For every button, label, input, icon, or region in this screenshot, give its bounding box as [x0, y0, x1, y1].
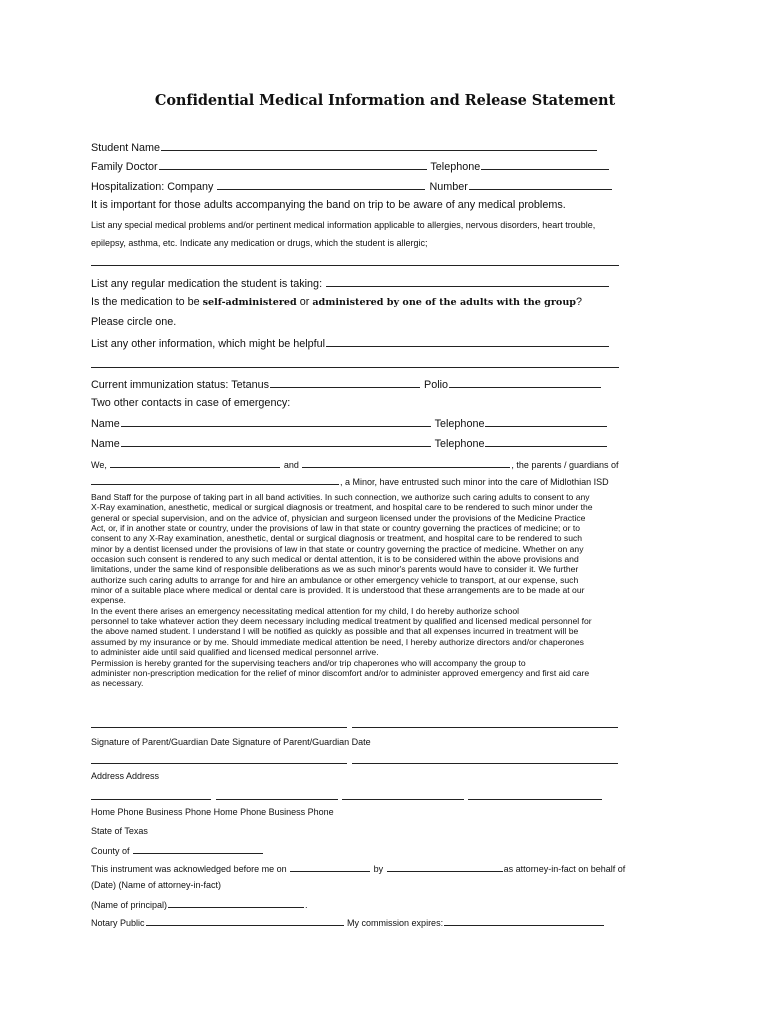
contact-1-name-label: Name — [91, 418, 120, 430]
regular-medication-row — [91, 276, 610, 291]
release-paragraph-line: assumed by my insurance or by me. Should immediate medical attention be need, I hereby authorize directors and/or chaperones — [91, 636, 584, 647]
release-paragraph-line: In the event there arises an emergency necessitating medical attention for my child, I do hereby authorize school — [91, 605, 520, 616]
by-label: by — [373, 864, 384, 874]
release-paragraph — [91, 492, 686, 689]
polio-field[interactable] — [449, 377, 601, 388]
release-paragraph-line: general or special supervision, and on the advice of, physician and surgeon licensed under the provisions of the Medicine Practice — [91, 512, 586, 523]
release-paragraph-line: minor by a dentist licensed under the provisions of law in that state or country governing the practice of medicine. Whether on any — [91, 543, 584, 554]
we-label: We, — [91, 460, 107, 470]
student-name-field[interactable] — [161, 140, 597, 151]
question-start: Is the medication to be — [91, 296, 203, 308]
state-label: State of Texas — [91, 826, 148, 836]
principal-row — [91, 897, 308, 912]
principal-label: (Name of principal) — [91, 900, 168, 910]
date-name-labels: (Date) (Name of attorney-in-fact) — [91, 880, 222, 890]
notary-public-label: Notary Public — [91, 918, 145, 928]
release-paragraph-line: personnel to take whatever action they deem necessary including medical treatment by qualified and licensed medical personnel for — [91, 616, 592, 627]
tetanus-label: Current immunization status: Tetanus — [91, 379, 270, 391]
release-paragraph-line: the above named student. I understand I will be notified as quickly as possible and that all expenses incurred in treatment will be — [91, 626, 579, 637]
address-labels: Address Address — [91, 771, 160, 781]
parent-signature-1-field[interactable] — [91, 727, 347, 728]
contact-2-name-label: Name — [91, 438, 120, 450]
attorney-behalf-label: as attorney-in-fact on behalf of — [503, 864, 626, 874]
special-problems-line-1: List any special medical problems and/or pertinent medical information applicable to allergies, nervous disorders, heart trouble, — [91, 220, 596, 230]
release-paragraph-line: administer non-prescription medication for the relief of minor discomfort and/or to administer approved emergency and first aid care — [91, 667, 590, 678]
acknowledged-row — [91, 861, 625, 876]
doctor-telephone-field[interactable] — [481, 159, 609, 170]
minor-entrusted-label: , a Minor, have entrusted such minor into the care of Midlothian ISD — [340, 477, 609, 487]
phone-labels: Home Phone Business Phone Home Phone Business Phone — [91, 807, 334, 817]
contact-2-name-field[interactable] — [121, 436, 431, 447]
parent-signature-2-field[interactable] — [352, 727, 618, 728]
acknowledged-label: This instrument was acknowledged before me on — [91, 864, 287, 874]
principal-field[interactable] — [168, 897, 304, 908]
county-label: County of — [91, 846, 130, 856]
release-paragraph-line: expense. — [91, 595, 126, 606]
regular-medication-label: List any regular medication the student is taking: — [91, 278, 323, 290]
guardians-row — [91, 457, 619, 472]
number-label: Number — [429, 181, 468, 193]
important-note: It is important for those adults accompanying the band on trip to be aware of any medical problems. — [91, 199, 566, 211]
other-info-label: List any other information, which might be helpful — [91, 338, 326, 350]
special-problems-line-2: epilepsy, asthma, etc. Indicate any medication or drugs, which the student is allergic; — [91, 238, 428, 248]
release-paragraph-line: limitations, under the same kind of responsible deliberations as we as such minor's parents would have to consider it. We further — [91, 564, 579, 575]
special-problems-field[interactable] — [91, 265, 619, 266]
release-paragraph-line: Permission is hereby granted for the supervising teachers and/or trip chaperones who will accompany the group to — [91, 657, 526, 668]
question-mark: ? — [576, 296, 583, 308]
regular-medication-field[interactable] — [326, 276, 609, 287]
signature-labels: Signature of Parent/Guardian Date Signature of Parent/Guardian Date — [91, 737, 371, 747]
other-info-extra-field[interactable] — [91, 367, 619, 368]
contact-1-telephone-label: Telephone — [434, 418, 485, 430]
home-phone-1-field[interactable] — [91, 799, 211, 800]
other-info-row — [91, 336, 610, 351]
self-administer-question — [91, 296, 582, 309]
contact-1-name-field[interactable] — [121, 416, 431, 427]
commission-label: My commission expires: — [347, 918, 444, 928]
notary-row — [91, 915, 605, 930]
address-1-field[interactable] — [91, 763, 347, 764]
business-phone-1-field[interactable] — [216, 799, 338, 800]
contact-1-row — [91, 416, 608, 431]
release-paragraph-line: X-Ray examination, anesthetic, medical or surgical diagnosis or treatment, and hospital care to be rendered to such minor under the — [91, 502, 593, 513]
please-circle-note: Please circle one. — [91, 316, 177, 328]
parents-guardians-label: , the parents / guardians of — [511, 460, 619, 470]
business-phone-2-field[interactable] — [468, 799, 602, 800]
guardian-1-field[interactable] — [110, 457, 280, 468]
hospitalization-row — [91, 179, 613, 194]
family-doctor-field[interactable] — [159, 159, 427, 170]
hospitalization-company-field[interactable] — [217, 179, 425, 190]
contact-1-telephone-field[interactable] — [485, 416, 607, 427]
release-paragraph-line: minor of a suitable place where medical or dental care is provided. It is understood that these arrangements are to be made at our — [91, 585, 585, 596]
other-info-field[interactable] — [326, 336, 609, 347]
guardian-2-field[interactable] — [302, 457, 510, 468]
address-2-field[interactable] — [352, 763, 618, 764]
home-phone-2-field[interactable] — [342, 799, 464, 800]
page-title: Confidential Medical Information and Release Statement — [154, 92, 616, 109]
release-paragraph-line: as necessary. — [91, 678, 144, 689]
question-or: or — [296, 296, 313, 308]
student-name-row — [91, 140, 598, 155]
two-contacts-label: Two other contacts in case of emergency: — [91, 397, 291, 409]
minor-row — [91, 474, 609, 489]
minor-name-field[interactable] — [91, 474, 339, 485]
student-name-label: Student Name — [91, 142, 161, 154]
release-paragraph-line: Act, or, if in another state or country, under the provisions of law in that state or country governing the practices of medicine; or to — [91, 523, 580, 534]
release-paragraph-line: to administer aide until said qualified and licensed medical personnel arrive. — [91, 647, 379, 658]
hospitalization-label: Hospitalization: Company — [91, 181, 214, 193]
option-self-administered[interactable]: self-administered — [202, 297, 297, 308]
notary-public-field[interactable] — [146, 915, 344, 926]
telephone-label: Telephone — [430, 161, 481, 173]
release-paragraph-line: Band Staff for the purpose of taking part in all band activities. In such connection, we authorize such caring adults to consent to any — [91, 492, 590, 502]
family-doctor-row — [91, 159, 610, 174]
release-paragraph-line: occasion such consent is rendered to any such medical or dental attention, it is to be considered within the above provisions and — [91, 554, 579, 565]
contact-2-row — [91, 436, 608, 451]
contact-2-telephone-field[interactable] — [485, 436, 607, 447]
principal-end: . — [305, 900, 308, 910]
immunization-row — [91, 377, 602, 392]
option-administered-by-adults[interactable]: administered by one of the adults with the group — [312, 297, 577, 308]
release-paragraph-line: consent to any X-Ray examination, anesthetic, dental or surgical diagnosis or treatment, and hospital care to be rendered to such — [91, 533, 583, 544]
attorney-name-field[interactable] — [387, 861, 503, 872]
tetanus-field[interactable] — [270, 377, 420, 388]
release-paragraph-line: authorize such caring adults to arrange for and hire an ambulance or other emergency vehicle to transport, at our expense, such — [91, 574, 579, 585]
family-doctor-label: Family Doctor — [91, 161, 158, 173]
polio-label: Polio — [424, 379, 449, 391]
county-field[interactable] — [133, 843, 263, 854]
and-label: and — [283, 460, 299, 470]
commission-expires-field[interactable] — [444, 915, 604, 926]
contact-2-telephone-label: Telephone — [434, 438, 485, 450]
acknowledged-date-field[interactable] — [290, 861, 370, 872]
hospitalization-number-field[interactable] — [469, 179, 612, 190]
county-row — [91, 843, 264, 858]
